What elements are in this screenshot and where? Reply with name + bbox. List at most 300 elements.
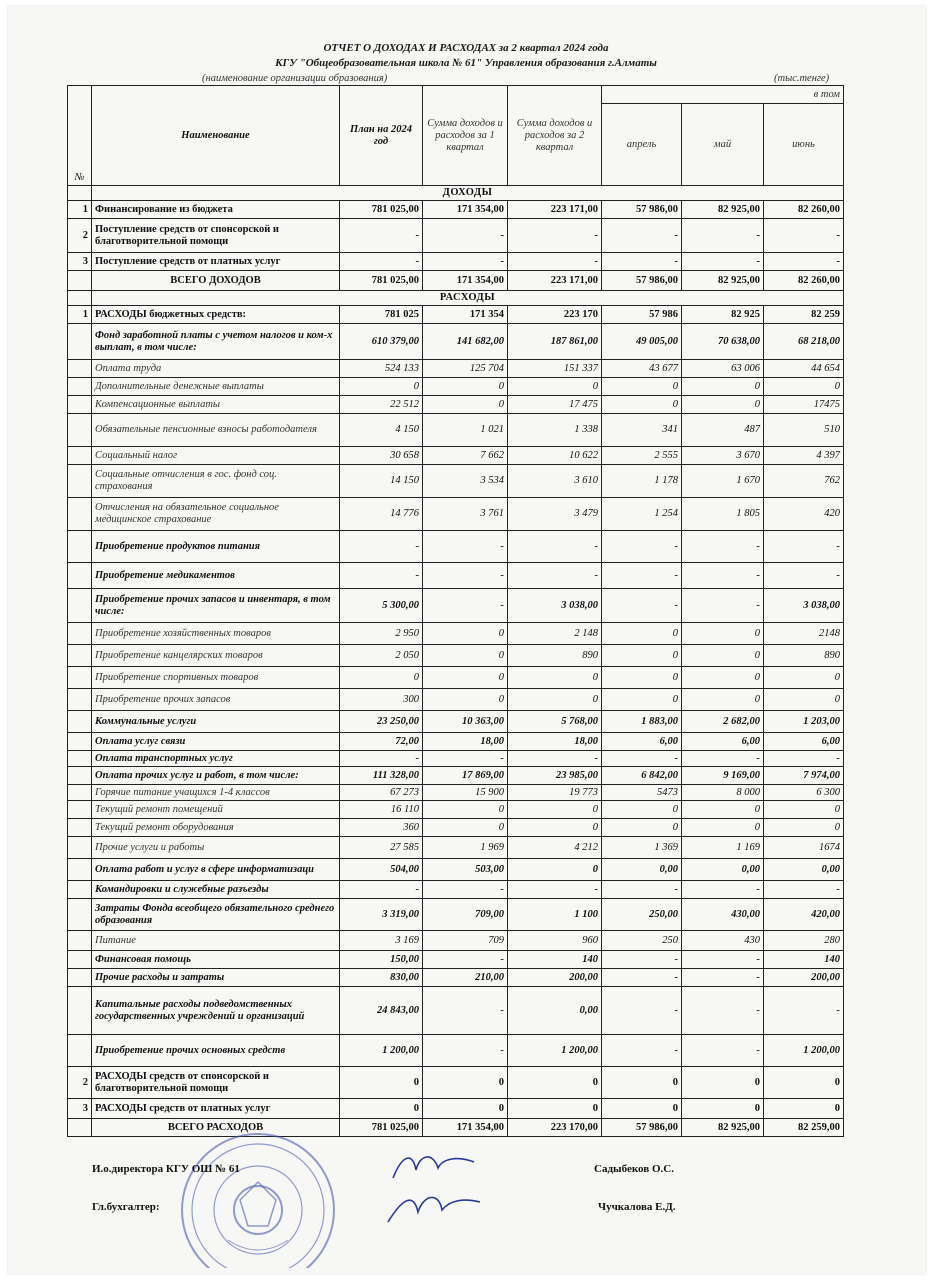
april-value: 57 986,00	[602, 1119, 682, 1137]
row-name: Прочие расходы и затраты	[92, 969, 340, 987]
row-name: ВСЕГО ДОХОДОВ	[92, 271, 340, 291]
april-value: -	[602, 253, 682, 271]
q1-value: 171 354,00	[423, 1119, 508, 1137]
row-name: Приобретение медикаментов	[92, 563, 340, 589]
plan-value: 1 200,00	[340, 1035, 423, 1067]
june-value: 420,00	[764, 899, 844, 931]
table-row	[68, 1099, 844, 1119]
april-value: 57 986,00	[602, 201, 682, 219]
accountant-label: Гл.бухгалтер:	[92, 1201, 160, 1213]
row-name: Фонд заработной платы с учетом налогов и ком-х выплат, в том числе:	[92, 324, 340, 360]
plan-value: 781 025	[340, 306, 423, 324]
june-value: 82 259,00	[764, 1119, 844, 1137]
plan-value: 30 658	[340, 447, 423, 465]
june-value: 0	[764, 689, 844, 711]
april-value: 57 986,00	[602, 271, 682, 291]
row-number	[68, 447, 92, 465]
col-num-header: №	[68, 86, 92, 186]
row-name: Оплата работ и услуг в сфере информатизаци	[92, 859, 340, 881]
table-row	[68, 378, 844, 396]
april-value: 1 369	[602, 837, 682, 859]
row-number	[68, 899, 92, 931]
accountant-name: Чучкалова Е.Д.	[598, 1201, 676, 1213]
april-value: 0	[602, 689, 682, 711]
director-name: Садыбеков О.С.	[594, 1163, 674, 1175]
q2-value: -	[508, 563, 602, 589]
row-number	[68, 589, 92, 623]
may-value: 0	[682, 689, 764, 711]
row-name: ВСЕГО РАСХОДОВ	[92, 1119, 340, 1137]
q2-value: 10 622	[508, 447, 602, 465]
q1-value: 17 869,00	[423, 767, 508, 785]
q1-value: 210,00	[423, 969, 508, 987]
col-name-header: Наименование	[92, 86, 340, 186]
col-april-header: апрель	[602, 104, 682, 186]
q1-value: -	[423, 987, 508, 1035]
may-value: -	[682, 1035, 764, 1067]
june-value: 0	[764, 1067, 844, 1099]
q1-value: 171 354,00	[423, 271, 508, 291]
table-row	[68, 589, 844, 623]
income-section-heading: ДОХОДЫ	[92, 186, 844, 201]
june-value: -	[764, 751, 844, 767]
q2-value: 2 148	[508, 623, 602, 645]
april-value: -	[602, 751, 682, 767]
june-value: 44 654	[764, 360, 844, 378]
april-value: 0	[602, 378, 682, 396]
q2-value: 3 479	[508, 498, 602, 531]
plan-value: 22 512	[340, 396, 423, 414]
table-row	[68, 899, 844, 931]
may-value: 8 000	[682, 785, 764, 801]
june-value: 0	[764, 801, 844, 819]
row-name: Приобретение прочих основных средств	[92, 1035, 340, 1067]
table-row	[68, 306, 844, 324]
row-number	[68, 1035, 92, 1067]
plan-value: 781 025,00	[340, 201, 423, 219]
row-number	[68, 987, 92, 1035]
june-value: 68 218,00	[764, 324, 844, 360]
may-value: 1 169	[682, 837, 764, 859]
table-row	[68, 931, 844, 951]
q1-value: -	[423, 589, 508, 623]
table-row	[68, 1067, 844, 1099]
q2-value: 0	[508, 819, 602, 837]
q1-value: 125 704	[423, 360, 508, 378]
june-value: 0	[764, 378, 844, 396]
row-name: Затраты Фонда всеобщего обязательного среднего образования	[92, 899, 340, 931]
q1-value: 709,00	[423, 899, 508, 931]
april-value: -	[602, 589, 682, 623]
q1-value: 0	[423, 801, 508, 819]
row-number	[68, 969, 92, 987]
plan-value: 781 025,00	[340, 1119, 423, 1137]
q2-value: 23 985,00	[508, 767, 602, 785]
table-row	[68, 271, 844, 291]
april-value: 0	[602, 1099, 682, 1119]
april-value: -	[602, 219, 682, 253]
plan-value: 0	[340, 1099, 423, 1119]
table-row	[68, 1035, 844, 1067]
row-name: Капитальные расходы подведомственных государственных учреждений и организаций	[92, 987, 340, 1035]
may-value: -	[682, 563, 764, 589]
row-number	[68, 801, 92, 819]
row-name: Приобретение продуктов питания	[92, 531, 340, 563]
june-value: 6,00	[764, 733, 844, 751]
row-name: Отчисления на обязательное социальное медицинское страхование	[92, 498, 340, 531]
q2-value: 1 100	[508, 899, 602, 931]
june-value: 1 203,00	[764, 711, 844, 733]
table-row	[68, 219, 844, 253]
plan-value: -	[340, 881, 423, 899]
row-name: Поступление средств от спонсорской и благотворительной помощи	[92, 219, 340, 253]
table-row	[68, 414, 844, 447]
plan-value: 150,00	[340, 951, 423, 969]
q2-value: 0	[508, 1099, 602, 1119]
col-q2-header: Сумма доходов и расходов за 2 квартал	[508, 86, 602, 186]
may-value: 1 670	[682, 465, 764, 498]
row-name: Компенсационные выплаты	[92, 396, 340, 414]
q2-value: 0	[508, 1067, 602, 1099]
plan-value: 27 585	[340, 837, 423, 859]
table-row	[68, 447, 844, 465]
may-value: 3 670	[682, 447, 764, 465]
row-name: Приобретение прочих запасов и инвентаря, в том числе:	[92, 589, 340, 623]
june-value: -	[764, 531, 844, 563]
q2-value: 1 338	[508, 414, 602, 447]
may-value: 0,00	[682, 859, 764, 881]
june-value: 82 260,00	[764, 201, 844, 219]
row-name: Дополнительные денежные выплаты	[92, 378, 340, 396]
table-row	[68, 969, 844, 987]
table-row	[68, 801, 844, 819]
q1-value: -	[423, 881, 508, 899]
row-number	[68, 733, 92, 751]
april-value: 0	[602, 623, 682, 645]
q1-value: 503,00	[423, 859, 508, 881]
plan-value: 2 050	[340, 645, 423, 667]
may-value: 82 925,00	[682, 271, 764, 291]
row-name: Оплата услуг связи	[92, 733, 340, 751]
june-value: 1 200,00	[764, 1035, 844, 1067]
april-value: -	[602, 951, 682, 969]
q1-value: -	[423, 951, 508, 969]
row-number	[68, 785, 92, 801]
plan-value: 360	[340, 819, 423, 837]
plan-value: 4 150	[340, 414, 423, 447]
table-row	[68, 767, 844, 785]
plan-value: -	[340, 531, 423, 563]
q1-value: 0	[423, 1099, 508, 1119]
june-value: 890	[764, 645, 844, 667]
q2-value: 4 212	[508, 837, 602, 859]
june-value: 762	[764, 465, 844, 498]
row-name: Текущий ремонт помещений	[92, 801, 340, 819]
table-row	[68, 645, 844, 667]
q1-value: 3 534	[423, 465, 508, 498]
q1-value: -	[423, 253, 508, 271]
section-spacer	[68, 186, 92, 201]
row-name: Питание	[92, 931, 340, 951]
june-value: 420	[764, 498, 844, 531]
row-name: Текущий ремонт оборудования	[92, 819, 340, 837]
expense-section-heading: РАСХОДЫ	[92, 291, 844, 306]
plan-value: 830,00	[340, 969, 423, 987]
table-row	[68, 201, 844, 219]
row-number	[68, 859, 92, 881]
row-name: РАСХОДЫ средств от спонсорской и благотворительной помощи	[92, 1067, 340, 1099]
table-row	[68, 623, 844, 645]
row-number	[68, 767, 92, 785]
q2-value: -	[508, 219, 602, 253]
row-name: Поступление средств от платных услуг	[92, 253, 340, 271]
april-value: 341	[602, 414, 682, 447]
may-value: -	[682, 751, 764, 767]
q2-value: 223 170,00	[508, 1119, 602, 1137]
income-section-row	[68, 186, 844, 201]
row-name: Приобретение канцелярских товаров	[92, 645, 340, 667]
may-value: 430	[682, 931, 764, 951]
seal-stamp	[168, 1130, 348, 1268]
table-row	[68, 881, 844, 899]
row-number	[68, 1119, 92, 1137]
june-value: 200,00	[764, 969, 844, 987]
april-value: 6 842,00	[602, 767, 682, 785]
q2-value: 0	[508, 689, 602, 711]
row-number: 3	[68, 1099, 92, 1119]
q2-value: 151 337	[508, 360, 602, 378]
q2-value: -	[508, 881, 602, 899]
q2-value: 223 171,00	[508, 271, 602, 291]
q2-value: 0	[508, 667, 602, 689]
q1-value: 0	[423, 689, 508, 711]
row-number	[68, 531, 92, 563]
plan-value: 610 379,00	[340, 324, 423, 360]
may-value: 0	[682, 1067, 764, 1099]
q2-value: -	[508, 531, 602, 563]
april-value: 2 555	[602, 447, 682, 465]
row-name: Коммунальные услуги	[92, 711, 340, 733]
plan-value: 5 300,00	[340, 589, 423, 623]
row-number	[68, 396, 92, 414]
q1-value: 141 682,00	[423, 324, 508, 360]
june-value: -	[764, 253, 844, 271]
director-label: И.о.директора КГУ ОШ № 61	[92, 1163, 240, 1175]
row-number: 1	[68, 306, 92, 324]
q1-value: 7 662	[423, 447, 508, 465]
q2-value: 960	[508, 931, 602, 951]
row-name: Приобретение хозяйственных товаров	[92, 623, 340, 645]
may-value: -	[682, 951, 764, 969]
may-value: -	[682, 589, 764, 623]
row-number	[68, 751, 92, 767]
q1-value: 0	[423, 396, 508, 414]
report-title: ОТЧЕТ О ДОХОДАХ И РАСХОДАХ за 2 квартал 2024 года	[323, 42, 609, 54]
row-name: Командировки и служебные разъезды	[92, 881, 340, 899]
table-row	[68, 785, 844, 801]
june-value: 510	[764, 414, 844, 447]
june-value: -	[764, 219, 844, 253]
april-value: 0	[602, 819, 682, 837]
april-value: 0	[602, 801, 682, 819]
q2-value: 3 610	[508, 465, 602, 498]
plan-value: 2 950	[340, 623, 423, 645]
may-value: 0	[682, 623, 764, 645]
row-number: 3	[68, 253, 92, 271]
june-value: 0,00	[764, 859, 844, 881]
april-value: -	[602, 881, 682, 899]
june-value: 82 260,00	[764, 271, 844, 291]
row-number	[68, 360, 92, 378]
row-number	[68, 271, 92, 291]
june-value: 0	[764, 1099, 844, 1119]
q2-value: 140	[508, 951, 602, 969]
row-name: Горячие питание учащихся 1-4 классов	[92, 785, 340, 801]
table-row	[68, 837, 844, 859]
plan-value: 72,00	[340, 733, 423, 751]
may-value: 0	[682, 667, 764, 689]
q1-value: 15 900	[423, 785, 508, 801]
april-value: 250	[602, 931, 682, 951]
plan-value: 111 328,00	[340, 767, 423, 785]
q2-value: 1 200,00	[508, 1035, 602, 1067]
row-name: Оплата прочих услуг и работ, в том числе:	[92, 767, 340, 785]
accountant-signature	[384, 1188, 484, 1228]
plan-value: -	[340, 563, 423, 589]
april-value: 6,00	[602, 733, 682, 751]
header-row-top	[68, 86, 844, 104]
april-value: 43 677	[602, 360, 682, 378]
april-value: 0	[602, 1067, 682, 1099]
april-value: -	[602, 531, 682, 563]
q2-value: 0	[508, 378, 602, 396]
q1-value: -	[423, 531, 508, 563]
col-q1-header: Сумма доходов и расходов за 1 квартал	[423, 86, 508, 186]
june-value: 140	[764, 951, 844, 969]
may-value: 2 682,00	[682, 711, 764, 733]
row-name: Социальный налог	[92, 447, 340, 465]
q1-value: 0	[423, 623, 508, 645]
plan-value: 67 273	[340, 785, 423, 801]
table-row	[68, 360, 844, 378]
may-value: 0	[682, 645, 764, 667]
q2-value: 223 171,00	[508, 201, 602, 219]
table-row	[68, 396, 844, 414]
may-value: 82 925	[682, 306, 764, 324]
april-value: 0,00	[602, 859, 682, 881]
q1-value: -	[423, 563, 508, 589]
row-number	[68, 881, 92, 899]
june-value: 1674	[764, 837, 844, 859]
june-value: 280	[764, 931, 844, 951]
q1-value: 10 363,00	[423, 711, 508, 733]
june-value: 0	[764, 667, 844, 689]
june-value: 3 038,00	[764, 589, 844, 623]
may-value: 0	[682, 396, 764, 414]
row-number	[68, 931, 92, 951]
table-row	[68, 563, 844, 589]
q2-value: 890	[508, 645, 602, 667]
table-row	[68, 819, 844, 837]
row-name: Приобретение спортивных товаров	[92, 667, 340, 689]
col-june-header: июнь	[764, 104, 844, 186]
table-row	[68, 733, 844, 751]
q1-value: 171 354	[423, 306, 508, 324]
april-value: 1 254	[602, 498, 682, 531]
may-value: 0	[682, 801, 764, 819]
table-row	[68, 465, 844, 498]
may-value: 6,00	[682, 733, 764, 751]
row-name: Прочие услуги и работы	[92, 837, 340, 859]
row-number	[68, 819, 92, 837]
april-value: -	[602, 969, 682, 987]
may-value: -	[682, 531, 764, 563]
may-value: 9 169,00	[682, 767, 764, 785]
plan-value: 23 250,00	[340, 711, 423, 733]
plan-value: -	[340, 219, 423, 253]
april-value: -	[602, 563, 682, 589]
row-number	[68, 645, 92, 667]
plan-value: 3 169	[340, 931, 423, 951]
april-value: 0	[602, 645, 682, 667]
plan-value: 0	[340, 667, 423, 689]
may-value: 82 925,00	[682, 1119, 764, 1137]
q2-value: 19 773	[508, 785, 602, 801]
june-value: -	[764, 881, 844, 899]
plan-value: 14 150	[340, 465, 423, 498]
q1-value: -	[423, 219, 508, 253]
table-row	[68, 253, 844, 271]
q2-value: 3 038,00	[508, 589, 602, 623]
expense-section-row	[68, 291, 844, 306]
may-value: 63 006	[682, 360, 764, 378]
unit-note: (тыс.тенге)	[774, 73, 830, 84]
april-value: 1 178	[602, 465, 682, 498]
table-row	[68, 951, 844, 969]
may-value: -	[682, 881, 764, 899]
table-row	[68, 859, 844, 881]
q1-value: 1 969	[423, 837, 508, 859]
row-number	[68, 711, 92, 733]
plan-value: 14 776	[340, 498, 423, 531]
may-value: 82 925,00	[682, 201, 764, 219]
may-value: -	[682, 253, 764, 271]
row-name: РАСХОДЫ бюджетных средств:	[92, 306, 340, 324]
row-number: 2	[68, 219, 92, 253]
col-including-header: в том	[602, 86, 844, 104]
row-number	[68, 324, 92, 360]
q1-value: 0	[423, 819, 508, 837]
q2-value: 5 768,00	[508, 711, 602, 733]
row-number	[68, 623, 92, 645]
q2-value: -	[508, 751, 602, 767]
plan-value: 504,00	[340, 859, 423, 881]
row-number	[68, 378, 92, 396]
plan-value: 0	[340, 378, 423, 396]
table-row	[68, 711, 844, 733]
april-value: 49 005,00	[602, 324, 682, 360]
q2-value: -	[508, 253, 602, 271]
april-value: -	[602, 1035, 682, 1067]
q1-value: 1 021	[423, 414, 508, 447]
plan-value: -	[340, 253, 423, 271]
row-number	[68, 951, 92, 969]
q2-value: 0,00	[508, 987, 602, 1035]
q1-value: 3 761	[423, 498, 508, 531]
row-name: Оплата транспортных услуг	[92, 751, 340, 767]
may-value: 0	[682, 819, 764, 837]
table-row	[68, 987, 844, 1035]
